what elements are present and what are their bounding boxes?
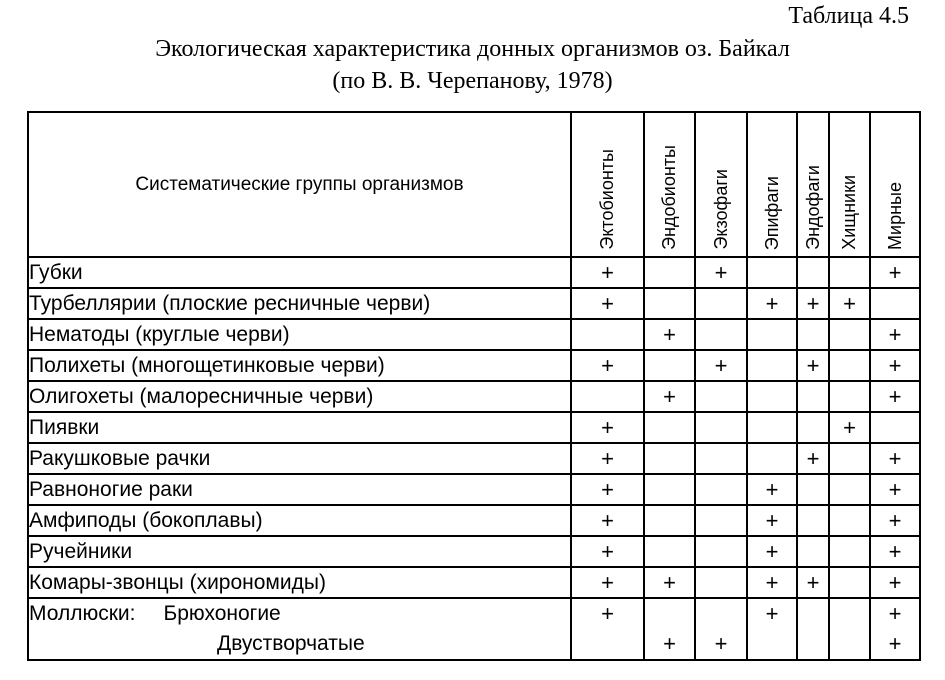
table-cell-mark xyxy=(797,412,829,443)
table-cell-mark: + xyxy=(747,536,797,567)
organism-group-name: Турбеллярии (плоские ресничные черви) xyxy=(28,288,571,319)
column-header-label: Хищники xyxy=(839,175,859,250)
table-row xyxy=(28,505,920,536)
table-cell-mark xyxy=(829,381,870,412)
table-cell-mark: + xyxy=(571,474,644,505)
table-cell-mark xyxy=(829,319,870,350)
table-cell-mark xyxy=(571,381,644,412)
table-cell-mark xyxy=(797,629,829,660)
table-cell-mark: + xyxy=(571,505,644,536)
table-cell-mark xyxy=(571,319,644,350)
table-cell-mark xyxy=(747,257,797,288)
table-row xyxy=(28,629,920,660)
organism-group-name: Ракушковые рачки xyxy=(28,443,571,474)
table-cell-mark: + xyxy=(644,319,695,350)
column-header-label: Эндофаги xyxy=(802,165,823,250)
table-cell-mark xyxy=(747,350,797,381)
table-cell-mark xyxy=(797,257,829,288)
table-cell-mark xyxy=(695,319,747,350)
table-row xyxy=(28,567,920,598)
organism-group-name: Амфиподы (бокоплавы) xyxy=(28,505,571,536)
column-header-predators xyxy=(829,112,870,257)
table-cell-mark xyxy=(797,505,829,536)
table-cell-mark xyxy=(644,474,695,505)
group-column-header: Систематические группы организмов xyxy=(28,112,571,257)
table-cell-mark: + xyxy=(747,567,797,598)
table-row xyxy=(28,443,920,474)
organism-group-name: Губки xyxy=(28,257,571,288)
table-cell-mark xyxy=(829,257,870,288)
table-cell-mark xyxy=(644,443,695,474)
table-cell-mark: + xyxy=(797,288,829,319)
organism-group-name: Полихеты (многощетинковые черви) xyxy=(28,350,571,381)
organism-group-name: Нематоды (круглые черви) xyxy=(28,319,571,350)
organism-group-name: Пиявки xyxy=(28,412,571,443)
organism-group-name xyxy=(28,598,571,629)
table-cell-mark: + xyxy=(747,505,797,536)
table-cell-mark: + xyxy=(571,350,644,381)
table-number: Таблица 4.5 xyxy=(788,3,909,29)
organism-group-name: Комары-звонцы (хирономиды) xyxy=(28,567,571,598)
mollusk-subgroup-name: Двустворчатые xyxy=(217,632,365,655)
table-cell-mark: + xyxy=(870,598,920,629)
table-cell-mark: + xyxy=(829,288,870,319)
table-cell-mark: + xyxy=(870,443,920,474)
table-cell-mark: + xyxy=(870,567,920,598)
table-cell-mark xyxy=(747,629,797,660)
mollusk-subgroup-name: Брюхоногие xyxy=(163,602,281,625)
table-row xyxy=(28,319,920,350)
organism-group-name xyxy=(28,629,571,660)
table-cell-mark: + xyxy=(571,443,644,474)
table-cell-mark: + xyxy=(644,381,695,412)
table-cell-mark xyxy=(644,505,695,536)
table-cell-mark: + xyxy=(747,598,797,629)
table-cell-mark: + xyxy=(695,350,747,381)
column-header-label: Эктобионты xyxy=(597,149,617,250)
table-cell-mark xyxy=(695,443,747,474)
mollusks-label: Моллюски: xyxy=(29,602,136,625)
table-cell-mark: + xyxy=(829,412,870,443)
column-header-endobionts xyxy=(644,112,695,257)
table-cell-mark: + xyxy=(747,288,797,319)
table-row xyxy=(28,474,920,505)
table-cell-mark xyxy=(644,350,695,381)
table-cell-mark xyxy=(797,319,829,350)
column-header-label: Эндобионты xyxy=(659,145,679,250)
table-cell-mark: + xyxy=(797,567,829,598)
table-cell-mark: + xyxy=(644,629,695,660)
table-cell-mark: + xyxy=(870,350,920,381)
table-row xyxy=(28,381,920,412)
table-cell-mark xyxy=(747,319,797,350)
column-header-ectobionts xyxy=(571,112,644,257)
table-row xyxy=(28,257,920,288)
table-cell-mark: + xyxy=(695,257,747,288)
table-cell-mark xyxy=(829,598,870,629)
organism-group-name: Ручейники xyxy=(28,536,571,567)
table-cell-mark: + xyxy=(870,536,920,567)
header-row xyxy=(28,112,920,257)
table-cell-mark: + xyxy=(870,381,920,412)
table-row xyxy=(28,412,920,443)
table-cell-mark xyxy=(695,474,747,505)
table-cell-mark xyxy=(829,536,870,567)
table-cell-mark xyxy=(829,474,870,505)
table-cell-mark xyxy=(695,381,747,412)
table-cell-mark xyxy=(797,474,829,505)
table-cell-mark xyxy=(747,443,797,474)
table-cell-mark xyxy=(571,629,644,660)
table-row xyxy=(28,350,920,381)
table-cell-mark: + xyxy=(571,598,644,629)
table-cell-mark xyxy=(695,536,747,567)
table-cell-mark xyxy=(870,412,920,443)
table-cell-mark xyxy=(695,288,747,319)
table-cell-mark xyxy=(644,598,695,629)
table-cell-mark xyxy=(797,598,829,629)
table-row xyxy=(28,288,920,319)
table-cell-mark xyxy=(695,567,747,598)
table-cell-mark xyxy=(797,381,829,412)
column-header-epiphages xyxy=(747,112,797,257)
table-cell-mark: + xyxy=(797,350,829,381)
table-cell-mark xyxy=(695,412,747,443)
table-cell-mark: + xyxy=(644,567,695,598)
table-cell-mark: + xyxy=(870,629,920,660)
table-cell-mark: + xyxy=(571,567,644,598)
table-cell-mark: + xyxy=(870,505,920,536)
table-cell-mark: + xyxy=(797,443,829,474)
table-cell-mark: + xyxy=(695,629,747,660)
table-source: (по В. В. Черепанову, 1978) xyxy=(332,68,613,94)
organism-group-name: Олигохеты (малоресничные черви) xyxy=(28,381,571,412)
ecology-table xyxy=(27,111,921,661)
table-cell-mark: + xyxy=(571,412,644,443)
table-cell-mark xyxy=(644,536,695,567)
table-cell-mark xyxy=(747,381,797,412)
table-cell-mark: + xyxy=(571,257,644,288)
table-cell-mark: + xyxy=(870,319,920,350)
column-header-peaceful xyxy=(870,112,920,257)
table-cell-mark: + xyxy=(571,288,644,319)
table-row xyxy=(28,598,920,629)
table-cell-mark xyxy=(829,567,870,598)
table-cell-mark xyxy=(747,412,797,443)
table-cell-mark xyxy=(644,288,695,319)
table-cell-mark: + xyxy=(747,474,797,505)
table-row xyxy=(28,536,920,567)
table-cell-mark xyxy=(829,350,870,381)
table-cell-mark xyxy=(829,505,870,536)
table-cell-mark xyxy=(695,505,747,536)
column-header-endophages xyxy=(797,112,829,257)
table-cell-mark xyxy=(644,257,695,288)
table-cell-mark xyxy=(829,443,870,474)
column-header-label: Мирные xyxy=(884,182,905,250)
column-header-label: Экзофаги xyxy=(710,169,731,250)
column-header-label: Эпифаги xyxy=(761,175,782,250)
table-cell-mark: + xyxy=(571,536,644,567)
table-title: Экологическая характеристика донных организмов оз. Байкал xyxy=(155,36,790,62)
column-header-exophages xyxy=(695,112,747,257)
table-cell-mark xyxy=(797,536,829,567)
table-cell-mark xyxy=(644,412,695,443)
table-cell-mark: + xyxy=(870,474,920,505)
table-cell-mark: + xyxy=(870,257,920,288)
organism-group-name: Равноногие раки xyxy=(28,474,571,505)
table-cell-mark xyxy=(829,629,870,660)
table-cell-mark xyxy=(695,598,747,629)
table-cell-mark xyxy=(870,288,920,319)
